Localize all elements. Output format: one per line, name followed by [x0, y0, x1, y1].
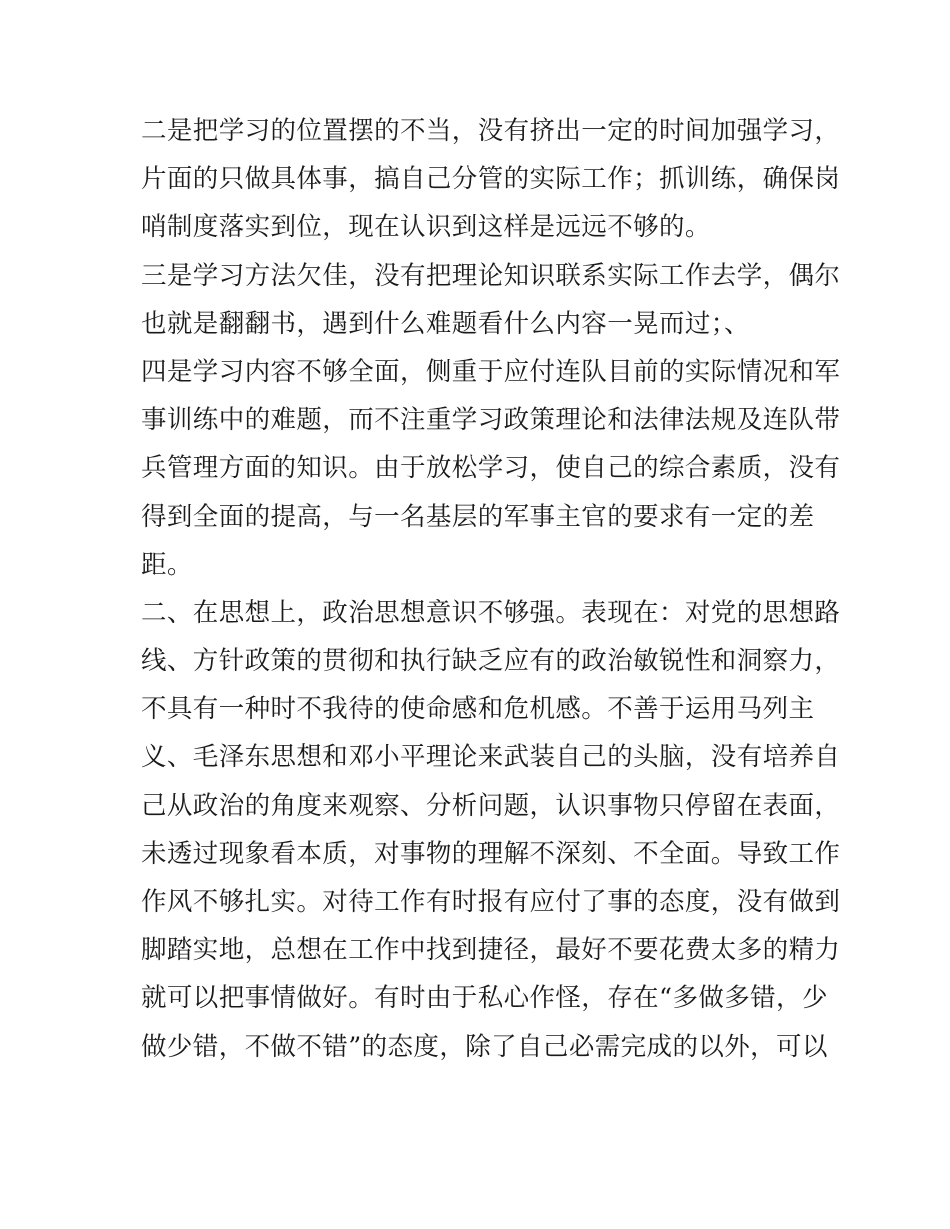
text-line: 不具有一种时不我待的使命感和危机感。不善于运用马列主	[141, 694, 815, 725]
text-line: 也就是翻翻书，遇到什么难题看什么内容一晃而过；、	[141, 308, 750, 339]
document-body	[141, 107, 841, 1071]
text-line: 二是把学习的位置摆的不当，没有挤出一定的时间加强学习，	[141, 116, 841, 146]
text-line: 义、毛泽东思想和邓小平理论来武装自己的头脑，没有培养自	[141, 742, 841, 773]
text-line: 四是学习内容不够全面，侧重于应付连队目前的实际情况和军	[141, 356, 841, 387]
text-line: 二、在思想上，政治思想意识不够强。表现在：对党的思想路	[141, 597, 841, 628]
text-line: 未透过现象看本质，对事物的理解不深刻、不全面。导致工作	[141, 838, 841, 869]
text-line: 就可以把事情做好。有时由于私心作怪，存在“多做多错，少	[141, 983, 828, 1014]
text-line: 距。	[141, 549, 193, 580]
text-line: 兵管理方面的知识。由于放松学习，使自己的综合素质，没有	[141, 453, 841, 484]
text-line: 三是学习方法欠佳，没有把理论知识联系实际工作去学，偶尔	[141, 260, 841, 291]
text-line: 线、方针政策的贯彻和执行缺乏应有的政治敏锐性和洞察力，	[141, 646, 841, 677]
text-line: 作风不够扎实。对待工作有时报有应付了事的态度，没有做到	[141, 887, 841, 917]
text-line: 片面的只做具体事，搞自己分管的实际工作；抓训练，确保岗	[141, 164, 841, 195]
text-line: 己从政治的角度来观察、分析问题，认识事物只停留在表面，	[141, 790, 841, 821]
text-line: 得到全面的提高，与一名基层的军事主官的要求有一定的差	[141, 501, 815, 532]
text-line: 脚踏实地，总想在工作中找到捷径，最好不要花费太多的精力	[141, 935, 841, 966]
text-line: 哨制度落实到位，现在认识到这样是远远不够的。	[141, 212, 711, 243]
text-line: 事训练中的难题，而不注重学习政策理论和法律法规及连队带	[141, 405, 841, 436]
text-line: 做少错，不做不错”的态度，除了自己必需完成的以外，可以	[141, 1031, 828, 1062]
